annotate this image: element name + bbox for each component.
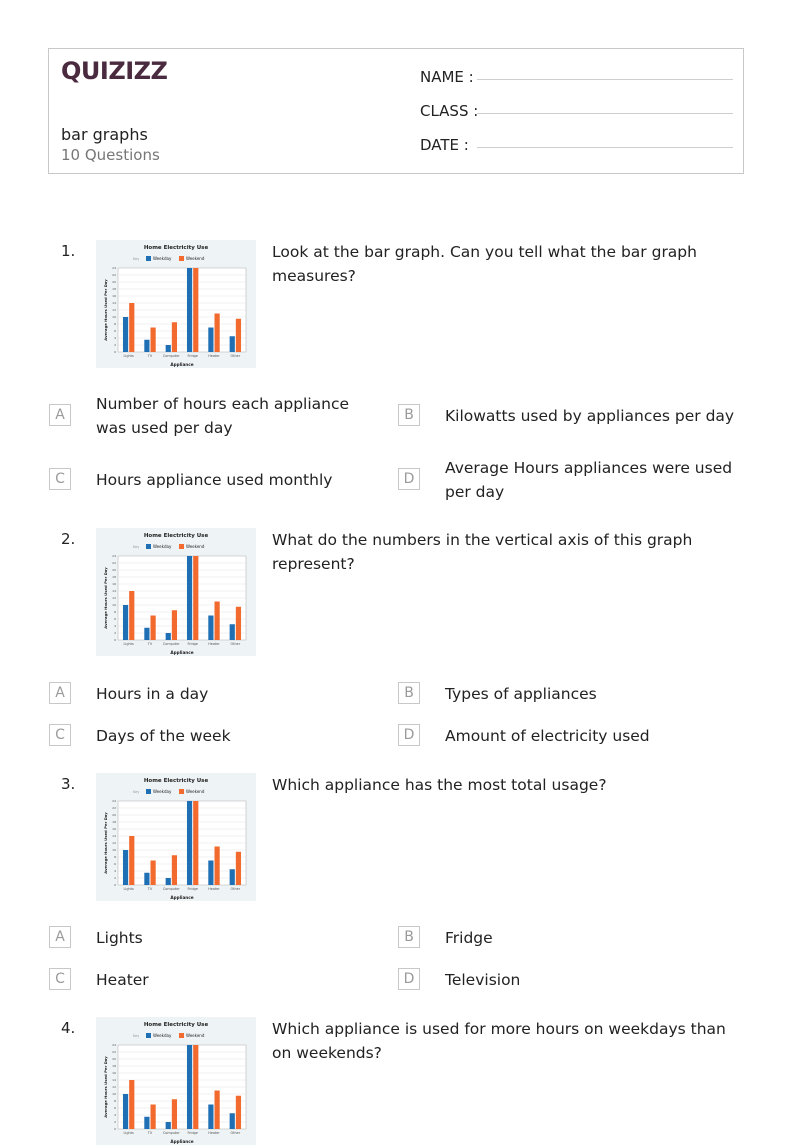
bar-weekday-computer	[166, 633, 171, 640]
y-tick-label: 12	[112, 308, 116, 313]
legend-weekday-swatch	[146, 1033, 151, 1038]
option-a-text[interactable]: Hours in a day	[96, 685, 209, 703]
date-label: DATE :	[420, 136, 469, 154]
x-tick-label: Fridge	[187, 887, 198, 891]
question-count: 10 Questions	[61, 146, 160, 164]
x-tick-label: TV	[147, 354, 153, 358]
bar-weekend-computer	[172, 610, 177, 640]
bar-weekday-tv	[144, 873, 149, 885]
y-tick-label: 24	[112, 799, 116, 804]
x-tick-label: Lights	[123, 354, 134, 358]
y-tick-label: 22	[112, 806, 116, 811]
y-tick-label: 4	[114, 624, 116, 629]
bar-weekday-computer	[166, 1122, 171, 1129]
x-tick-label: Other	[230, 887, 241, 891]
y-axis-label: Average Hours Used Per Day	[103, 812, 108, 874]
x-tick-label: Fridge	[187, 642, 198, 646]
bar-weekend-lights	[129, 836, 134, 885]
bar-weekday-tv	[144, 628, 149, 640]
legend-key-label: Key	[133, 545, 140, 549]
option-d-text[interactable]: Television	[445, 971, 521, 989]
chart-title: Home Electricity Use	[143, 778, 209, 784]
y-tick-label: 22	[112, 1050, 116, 1055]
bar-weekend-fridge	[193, 556, 198, 640]
legend-weekend-label: Weekend	[186, 1033, 205, 1038]
date-line	[477, 147, 733, 148]
x-tick-label: Fridge	[187, 354, 198, 358]
y-tick-label: 20	[112, 813, 116, 818]
bar-chart	[96, 773, 256, 901]
y-tick-label: 24	[112, 1043, 116, 1048]
bar-weekday-heater	[208, 861, 213, 886]
bar-weekday-tv	[144, 340, 149, 352]
x-tick-label: Heater	[208, 642, 220, 646]
option-a-text[interactable]: Lights	[96, 929, 143, 947]
legend-weekend-label: Weekend	[186, 789, 205, 794]
y-tick-label: 18	[112, 575, 116, 580]
y-tick-label: 8	[114, 322, 116, 327]
bar-weekend-heater	[215, 602, 220, 641]
y-tick-label: 2	[114, 1120, 116, 1125]
y-tick-label: 16	[112, 294, 116, 299]
name-line	[477, 79, 733, 80]
x-tick-label: TV	[147, 887, 153, 891]
y-tick-label: 12	[112, 596, 116, 601]
y-tick-label: 6	[114, 1106, 116, 1111]
legend-weekend-label: Weekend	[186, 544, 205, 549]
y-tick-label: 14	[112, 834, 116, 839]
question-number: 3.	[61, 775, 76, 793]
name-label: NAME :	[420, 68, 474, 86]
x-tick-label: Other	[230, 642, 241, 646]
x-tick-label: Computer	[162, 642, 180, 646]
x-tick-label: Other	[230, 354, 241, 358]
bar-weekday-fridge	[187, 1045, 192, 1129]
option-d-box[interactable]: D	[398, 468, 420, 490]
bar-weekday-fridge	[187, 268, 192, 352]
y-tick-label: 12	[112, 1085, 116, 1090]
y-tick-label: 14	[112, 589, 116, 594]
x-tick-label: Computer	[162, 354, 180, 358]
y-tick-label: 12	[112, 841, 116, 846]
y-tick-label: 16	[112, 827, 116, 832]
class-field[interactable]	[420, 102, 478, 120]
bar-weekday-fridge	[187, 556, 192, 640]
class-line	[477, 113, 733, 114]
option-a-box[interactable]: A	[49, 404, 71, 426]
x-tick-label: TV	[147, 1131, 153, 1135]
bar-weekday-heater	[208, 328, 213, 353]
option-c-box[interactable]: C	[49, 968, 71, 990]
x-tick-label: Fridge	[187, 1131, 198, 1135]
x-axis-label: Appliance	[170, 650, 194, 655]
question-text: Which appliance has the most total usage?	[272, 776, 607, 794]
bar-weekend-other	[236, 319, 241, 352]
option-b-box[interactable]: B	[398, 404, 420, 426]
y-axis-label: Average Hours Used Per Day	[103, 279, 108, 341]
bar-weekday-heater	[208, 616, 213, 641]
question-text: Look at the bar graph. Can you tell what the bar graph measures?	[272, 243, 697, 285]
chart-title: Home Electricity Use	[143, 533, 209, 539]
y-tick-label: 24	[112, 266, 116, 271]
x-tick-label: Computer	[162, 887, 180, 891]
bar-weekend-other	[236, 852, 241, 885]
bar-weekend-lights	[129, 1080, 134, 1129]
bar-weekend-heater	[215, 314, 220, 353]
legend-weekend-swatch	[179, 544, 184, 549]
question-text: What do the numbers in the vertical axis of this graph represent?	[272, 531, 693, 573]
y-axis-label: Average Hours Used Per Day	[103, 567, 108, 629]
date-field[interactable]	[420, 136, 469, 154]
bar-weekend-computer	[172, 855, 177, 885]
bar-weekend-lights	[129, 303, 134, 352]
y-tick-label: 0	[114, 350, 116, 355]
option-d-box[interactable]: D	[398, 724, 420, 746]
y-tick-label: 2	[114, 631, 116, 636]
legend-key-label: Key	[133, 790, 140, 794]
x-tick-label: Heater	[208, 887, 220, 891]
option-c-box[interactable]: C	[49, 468, 71, 490]
x-tick-label: Heater	[208, 354, 220, 358]
bar-weekday-other	[230, 624, 235, 640]
legend-weekend-swatch	[179, 256, 184, 261]
bar-weekday-computer	[166, 345, 171, 352]
y-tick-label: 8	[114, 610, 116, 615]
y-tick-label: 0	[114, 638, 116, 643]
bar-weekday-heater	[208, 1105, 213, 1130]
option-d-text[interactable]: Average Hours appliances were used per day	[445, 459, 733, 501]
y-tick-label: 8	[114, 1099, 116, 1104]
chart-title: Home Electricity Use	[143, 1022, 209, 1028]
legend-weekday-swatch	[146, 544, 151, 549]
y-tick-label: 10	[112, 848, 116, 853]
legend-weekday-swatch	[146, 789, 151, 794]
bar-weekend-heater	[215, 847, 220, 886]
legend-weekday-label: Weekday	[153, 1033, 172, 1038]
y-tick-label: 10	[112, 315, 116, 320]
legend-weekday-label: Weekday	[153, 256, 172, 261]
y-tick-label: 6	[114, 617, 116, 622]
bar-weekend-other	[236, 607, 241, 640]
bar-chart	[96, 240, 256, 368]
legend-weekday-swatch	[146, 256, 151, 261]
option-c-text[interactable]: Hours appliance used monthly	[96, 471, 333, 489]
bar-chart	[96, 1017, 256, 1145]
question-number: 4.	[61, 1019, 76, 1037]
y-tick-label: 4	[114, 869, 116, 874]
legend-weekday-label: Weekday	[153, 789, 172, 794]
option-b-box[interactable]: B	[398, 682, 420, 704]
legend-key-label: Key	[133, 257, 140, 261]
bar-weekend-fridge	[193, 801, 198, 885]
y-tick-label: 10	[112, 603, 116, 608]
y-tick-label: 18	[112, 287, 116, 292]
y-tick-label: 20	[112, 568, 116, 573]
y-tick-label: 20	[112, 1057, 116, 1062]
y-tick-label: 18	[112, 820, 116, 825]
x-axis-label: Appliance	[170, 362, 194, 367]
question-text: Which appliance is used for more hours on weekdays than on weekends?	[272, 1020, 726, 1062]
bar-weekend-other	[236, 1096, 241, 1129]
bar-weekday-lights	[123, 1094, 128, 1129]
bar-weekend-fridge	[193, 268, 198, 352]
class-label: CLASS :	[420, 102, 479, 120]
option-b-text[interactable]: Types of appliances	[445, 685, 597, 703]
option-c-text[interactable]: Days of the week	[96, 727, 231, 745]
y-tick-label: 2	[114, 343, 116, 348]
y-tick-label: 0	[114, 1127, 116, 1132]
bar-chart	[96, 528, 256, 656]
x-axis-label: Appliance	[170, 1139, 194, 1144]
bar-weekday-other	[230, 336, 235, 352]
bar-weekend-lights	[129, 591, 134, 640]
y-tick-label: 14	[112, 1078, 116, 1083]
y-tick-label: 16	[112, 582, 116, 587]
option-a-text[interactable]: Number of hours each appliance was used per day	[96, 395, 350, 437]
bar-weekday-other	[230, 869, 235, 885]
y-tick-label: 2	[114, 876, 116, 881]
bar-weekend-computer	[172, 1099, 177, 1129]
option-a-box[interactable]: A	[49, 682, 71, 704]
bar-weekend-computer	[172, 322, 177, 352]
y-axis-label: Average Hours Used Per Day	[103, 1056, 108, 1118]
x-axis-label: Appliance	[170, 895, 194, 900]
bar-weekday-lights	[123, 850, 128, 885]
y-tick-label: 20	[112, 280, 116, 285]
x-tick-label: Lights	[123, 887, 134, 891]
chart-title: Home Electricity Use	[143, 245, 209, 251]
question-number: 1.	[61, 242, 76, 260]
worksheet-header	[48, 48, 744, 174]
worksheet-title: bar graphs	[61, 125, 148, 144]
legend-key-label: Key	[133, 1034, 140, 1038]
option-b-box[interactable]: B	[398, 926, 420, 948]
option-a-box[interactable]: A	[49, 926, 71, 948]
bar-weekend-fridge	[193, 1045, 198, 1129]
question-number: 2.	[61, 530, 76, 548]
y-tick-label: 14	[112, 301, 116, 306]
y-tick-label: 8	[114, 855, 116, 860]
bar-weekday-lights	[123, 317, 128, 352]
name-field[interactable]	[420, 68, 474, 86]
legend-weekend-swatch	[179, 1033, 184, 1038]
bar-weekend-tv	[151, 861, 156, 886]
bar-weekday-lights	[123, 605, 128, 640]
option-d-box[interactable]: D	[398, 968, 420, 990]
option-c-box[interactable]: C	[49, 724, 71, 746]
x-tick-label: Lights	[123, 642, 134, 646]
y-tick-label: 10	[112, 1092, 116, 1097]
x-tick-label: TV	[147, 642, 153, 646]
option-b-text[interactable]: Kilowatts used by appliances per day	[445, 407, 735, 425]
bar-weekday-fridge	[187, 801, 192, 885]
y-tick-label: 18	[112, 1064, 116, 1069]
x-tick-label: Computer	[162, 1131, 180, 1135]
x-tick-label: Heater	[208, 1131, 220, 1135]
y-tick-label: 16	[112, 1071, 116, 1076]
legend-weekday-label: Weekday	[153, 544, 172, 549]
bar-weekend-heater	[215, 1091, 220, 1130]
y-tick-label: 0	[114, 883, 116, 888]
legend-weekend-swatch	[179, 789, 184, 794]
bar-weekend-tv	[151, 616, 156, 641]
y-tick-label: 6	[114, 329, 116, 334]
y-tick-label: 6	[114, 862, 116, 867]
bar-weekday-computer	[166, 878, 171, 885]
y-tick-label: 22	[112, 561, 116, 566]
option-b-text[interactable]: Fridge	[445, 929, 493, 947]
bar-weekend-tv	[151, 328, 156, 353]
legend-weekend-label: Weekend	[186, 256, 205, 261]
y-tick-label: 22	[112, 273, 116, 278]
x-tick-label: Lights	[123, 1131, 134, 1135]
bar-weekday-other	[230, 1113, 235, 1129]
quizizz-logo: QUIZIZZ	[61, 57, 168, 85]
option-d-text[interactable]: Amount of electricity used	[445, 727, 650, 745]
y-tick-label: 4	[114, 336, 116, 341]
x-tick-label: Other	[230, 1131, 241, 1135]
bar-weekend-tv	[151, 1105, 156, 1130]
y-tick-label: 24	[112, 554, 116, 559]
option-c-text[interactable]: Heater	[96, 971, 149, 989]
y-tick-label: 4	[114, 1113, 116, 1118]
